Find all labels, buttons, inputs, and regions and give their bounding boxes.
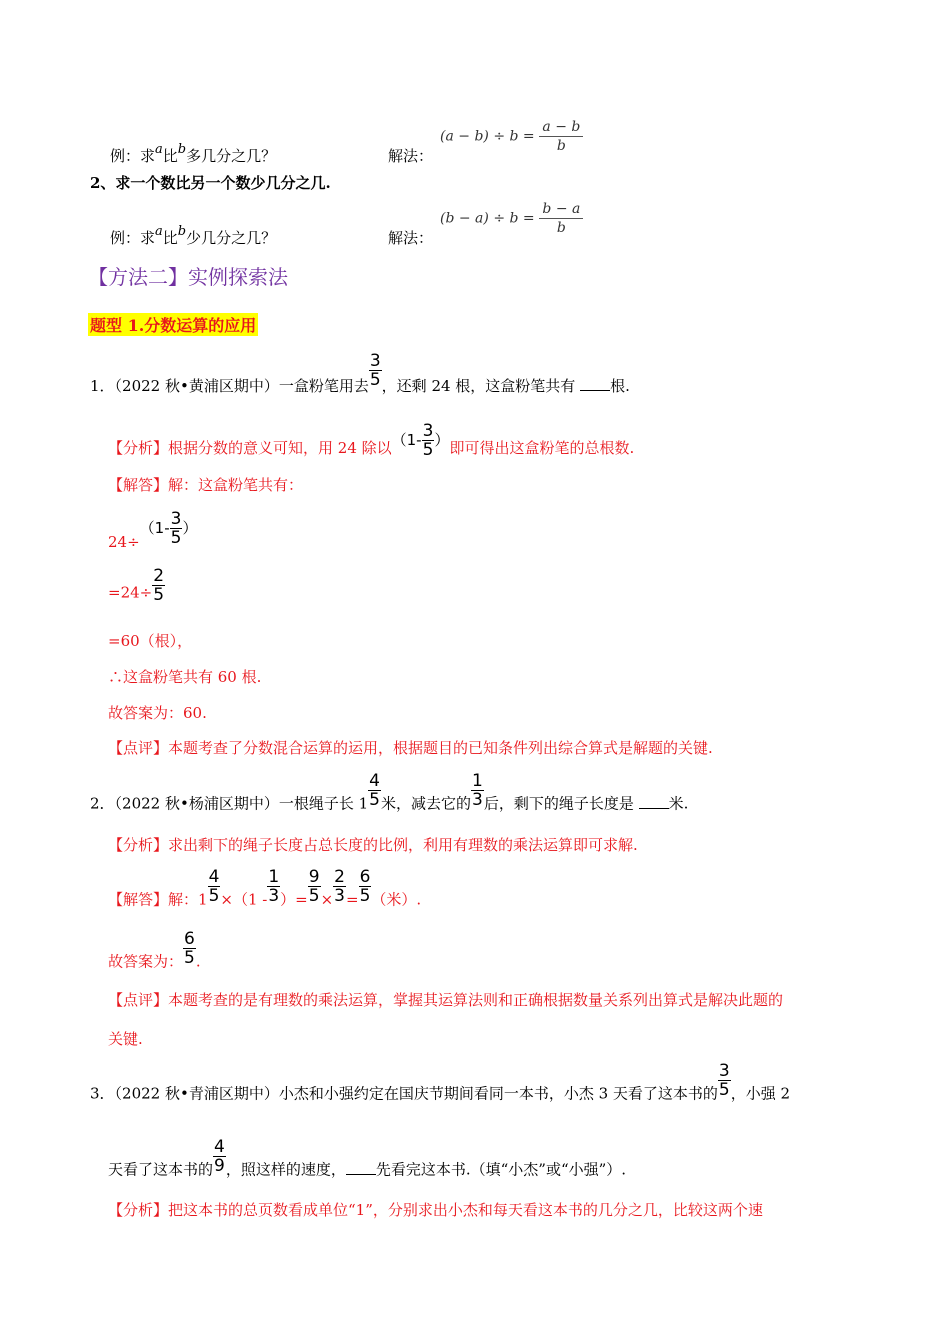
answer-tag: 【解答】 <box>108 890 169 909</box>
answer-text: 解：这盒粉笔共有： <box>168 476 304 494</box>
paren-close: ） <box>182 519 198 537</box>
comment-text: 本题考查了分数混合运算的运用，根据题目的已知条件列出综合算式是解题的关键. <box>168 739 713 757</box>
example-2-line <box>110 224 277 248</box>
example-1-suffix: 多几分之几？ <box>186 147 277 165</box>
numerator: 1 <box>268 867 280 887</box>
formula-2-fraction <box>539 200 583 237</box>
q1-final-answer: 故答案为：60. <box>108 704 207 722</box>
fraction-3-5 <box>170 510 183 547</box>
comment-tag: 【点评】 <box>108 991 169 1009</box>
denominator: 5 <box>422 440 434 460</box>
fraction-4-9 <box>213 1138 226 1175</box>
question-3-text-a: （2022 秋•青浦区期中）小杰和小强约定在国庆节期间看同一本书，小杰 3 天看了这本书的 <box>114 1084 718 1103</box>
q1-analysis <box>108 422 634 459</box>
example-2-solution-label: 解法： <box>388 229 434 247</box>
q2-final-answer <box>108 930 201 972</box>
answer-text-b: ×（1 - <box>220 890 268 909</box>
denominator: 5 <box>153 585 165 605</box>
denominator: 5 <box>369 790 380 810</box>
answer-text-a: 解：1 <box>168 890 208 909</box>
question-3-line-2-text-a: 天看了这本书的 <box>108 1160 214 1179</box>
formula-1-fraction <box>539 118 583 155</box>
question-number: 2． <box>90 794 115 813</box>
example-2-prefix: 例：求 <box>110 229 156 247</box>
example-1-solution-label: 解法： <box>388 147 434 165</box>
question-1-text-c: 根. <box>610 377 630 395</box>
q1-step-2 <box>108 567 165 604</box>
denominator: 5 <box>208 886 220 906</box>
denominator: 5 <box>359 886 371 906</box>
analysis-tag: 【分析】 <box>108 1201 169 1219</box>
example-1-mid: 比 <box>162 147 178 165</box>
numerator: 6 <box>359 867 371 887</box>
question-2-text-c: 后，剩下的绳子长度是 <box>483 794 634 813</box>
formula-2-denominator: b <box>556 220 566 236</box>
question-1 <box>90 352 630 396</box>
question-2-text-d: 米. <box>668 794 689 813</box>
q2-analysis <box>108 834 638 855</box>
formula-2-lhs: (b − a) ÷ b = <box>440 210 535 227</box>
example-1-line <box>110 142 277 166</box>
answer-tag: 【解答】 <box>108 476 169 494</box>
comment-text-line-1: 本题考查的是有理数的乘法运算，掌握其运算法则和正确根据数量关系列出算式是解决此题的 <box>168 991 784 1009</box>
denominator: 5 <box>369 370 381 390</box>
analysis-text-a: 根据分数的意义可知，用 24 除以 <box>168 439 392 457</box>
q1-answer <box>108 474 303 495</box>
numerator: 3 <box>369 351 381 371</box>
analysis-text-b: 即可得出这盒粉笔的总根数. <box>449 439 635 457</box>
numerator: 3 <box>718 1061 730 1081</box>
example-1-prefix: 例：求 <box>110 147 156 165</box>
analysis-tag: 【分析】 <box>108 836 169 854</box>
variable-a: a <box>155 224 163 239</box>
analysis-text: 把这本书的总页数看成单位“1”，分别求出小杰和每天看这本书的几分之几，比较这两个速 <box>168 1201 763 1219</box>
example-2-formula <box>440 200 583 237</box>
question-2 <box>90 772 688 814</box>
formula-1-numerator: a − b <box>539 118 583 137</box>
numerator: 4 <box>208 867 220 887</box>
fraction-1-3 <box>471 772 484 809</box>
fraction-6-5 <box>359 868 372 905</box>
example-2-mid: 比 <box>162 229 178 247</box>
fraction-1-3 <box>267 868 280 905</box>
question-3-text-b: ，小强 2 <box>730 1084 791 1103</box>
final-answer-period: . <box>195 952 201 971</box>
numerator: 2 <box>153 566 165 586</box>
fraction-4-5 <box>208 868 221 905</box>
numerator: 6 <box>184 929 195 949</box>
item-2-title: 2、求一个数比另一个数少几分之几. <box>90 174 331 192</box>
comment-tag: 【点评】 <box>108 739 169 757</box>
q1-step-1 <box>108 510 197 551</box>
numerator: 4 <box>214 1137 225 1157</box>
answer-text-d: × <box>320 890 334 909</box>
answer-text-c: ）= <box>280 890 308 909</box>
q1-step-3: =60（根）， <box>108 632 193 650</box>
denominator: 5 <box>170 528 182 548</box>
paren-open: （1- <box>391 431 422 449</box>
q2-answer <box>108 868 421 910</box>
fraction-9-5 <box>308 868 321 905</box>
q1-comment <box>108 737 713 758</box>
question-number: 3． <box>90 1084 115 1103</box>
method-2-heading: 【方法二】实例探索法 <box>88 265 288 289</box>
answer-blank[interactable] <box>580 376 610 391</box>
answer-blank[interactable] <box>639 794 669 809</box>
question-2-text-a: （2022 秋•杨浦区期中）一根绳子长 1 <box>114 794 369 813</box>
q3-analysis <box>108 1199 763 1220</box>
q2-comment <box>108 989 783 1010</box>
answer-blank[interactable] <box>346 1160 376 1175</box>
answer-text-e: = <box>345 890 359 909</box>
question-2-text-b: 米，减去它的 <box>380 794 471 813</box>
variable-b: b <box>177 224 187 239</box>
formula-1-lhs: (a − b) ÷ b = <box>440 128 535 145</box>
denominator: 5 <box>308 886 320 906</box>
example-1-formula <box>440 118 583 155</box>
denominator: 9 <box>214 1156 225 1176</box>
numerator: 2 <box>334 867 345 887</box>
numerator: 1 <box>472 771 483 791</box>
fraction-3-5 <box>369 352 382 389</box>
paren-close: ） <box>434 431 450 449</box>
denominator: 5 <box>184 948 195 968</box>
fraction-2-5 <box>152 567 165 604</box>
fraction-4-5 <box>368 772 381 809</box>
question-1-text-b: ，还剩 24 根，这盒粉笔共有 <box>381 377 576 395</box>
analysis-text: 求出剩下的绳子长度占总长度的比例，利用有理数的乘法运算即可求解. <box>168 836 638 854</box>
numerator: 3 <box>422 421 434 441</box>
denominator: 5 <box>718 1080 730 1100</box>
final-answer-text: 故答案为： <box>108 952 184 971</box>
example-2-suffix: 少几分之几？ <box>186 229 277 247</box>
denominator: 3 <box>334 886 345 906</box>
analysis-tag: 【分析】 <box>108 439 169 457</box>
question-3-line-1 <box>90 1062 790 1104</box>
variable-a: a <box>155 142 163 157</box>
step-1-expression <box>139 509 198 548</box>
step-1-text: 24÷ <box>108 533 140 551</box>
numerator: 3 <box>170 509 182 529</box>
variable-b: b <box>177 142 187 157</box>
question-1-text-a: （2022 秋•黄浦区期中）一盒粉笔用去 <box>114 377 369 395</box>
formula-1-denominator: b <box>556 138 566 154</box>
denominator: 3 <box>472 790 483 810</box>
step-2-text: =24÷ <box>108 583 153 602</box>
fraction-6-5 <box>183 930 196 967</box>
fraction-2-3 <box>333 868 346 905</box>
fraction-3-5 <box>718 1062 731 1099</box>
q1-step-4: ∴这盒粉笔共有 60 根. <box>108 668 262 686</box>
question-number: 1． <box>90 377 115 395</box>
denominator: 3 <box>268 886 280 906</box>
question-3-line-2 <box>108 1138 626 1180</box>
answer-text-f: （米）. <box>371 890 422 909</box>
question-3-line-2-text-c: 先看完这本书.（填“小杰”或“小强”）. <box>375 1160 627 1179</box>
numerator: 4 <box>369 771 380 791</box>
q2-comment-line-2: 关键. <box>108 1030 143 1048</box>
numerator: 9 <box>308 867 320 887</box>
fraction-3-5 <box>422 422 435 459</box>
type-heading: 题型 1.分数运算的应用 <box>88 313 258 336</box>
formula-2-numerator: b − a <box>539 200 583 219</box>
analysis-expression <box>391 421 450 460</box>
paren-open: （1- <box>139 519 170 537</box>
question-3-line-2-text-b: ，照这样的速度， <box>225 1160 346 1179</box>
